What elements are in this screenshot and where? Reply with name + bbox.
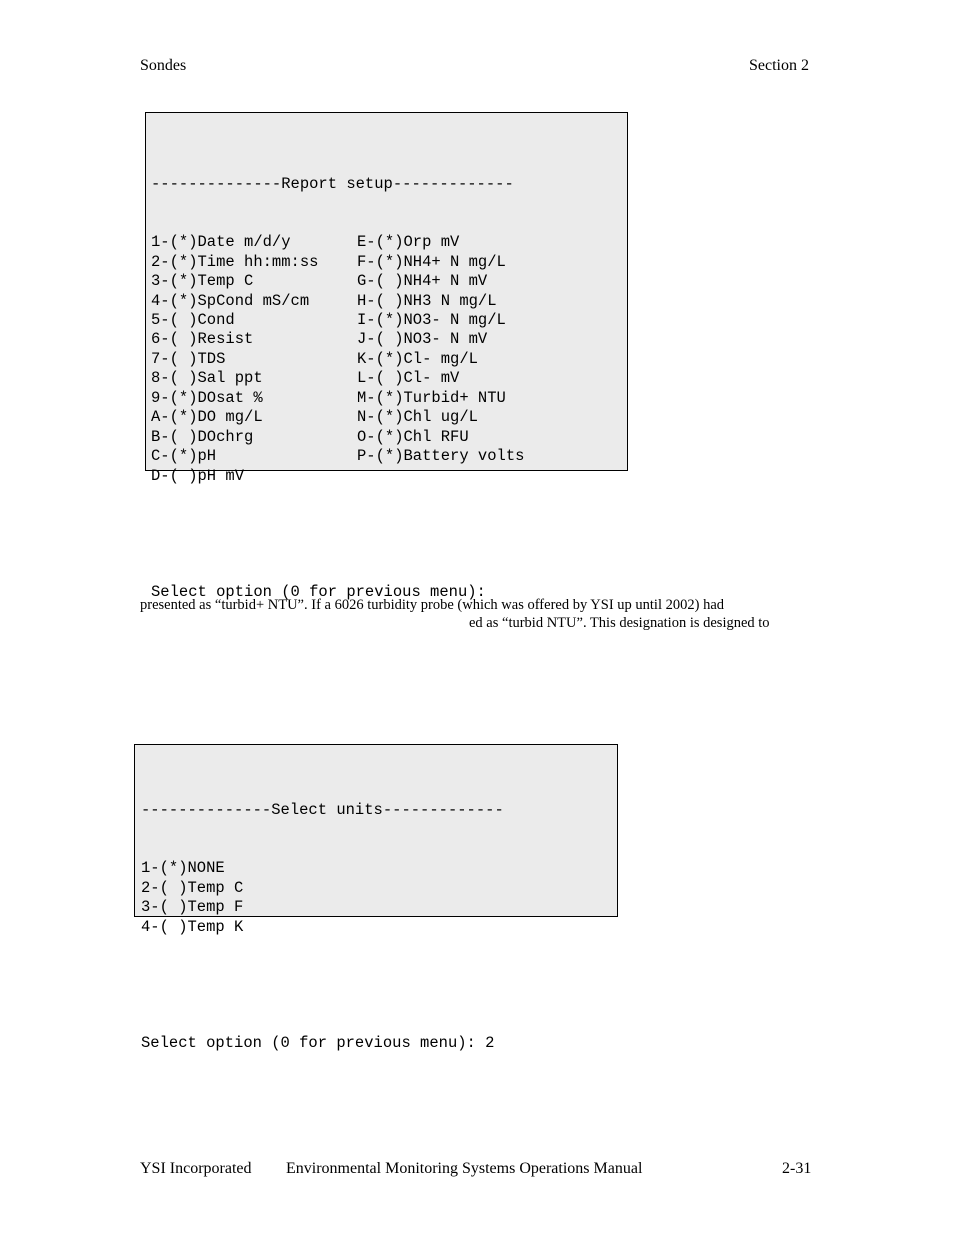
report-option-left: C-(*)pH bbox=[151, 447, 217, 466]
report-option-right: E-(*)Orp mV bbox=[357, 233, 460, 252]
report-option-right: H-( )NH3 N mg/L bbox=[357, 291, 497, 310]
report-setup-prompt: Select option (0 for previous menu): bbox=[151, 583, 486, 602]
report-option-row bbox=[151, 467, 627, 486]
report-option-left: 8-( )Sal ppt bbox=[151, 369, 263, 388]
report-option-row bbox=[151, 253, 627, 272]
select-units-title: --------------Select units------------- bbox=[141, 800, 504, 819]
paragraph-line-1: presented as “turbid+ NTU”. If a 6026 turbidity probe (which was offered by YSI up until 2002) had bbox=[140, 597, 725, 613]
spacer-line bbox=[141, 976, 617, 995]
report-option-row bbox=[151, 428, 627, 447]
report-option-left: D-( )pH mV bbox=[151, 466, 245, 485]
report-option-row bbox=[151, 330, 627, 349]
report-option-left: 7-( )TDS bbox=[151, 349, 226, 368]
spacer-line bbox=[151, 525, 627, 544]
report-option-right: P-(*)Battery volts bbox=[357, 447, 525, 466]
select-units-terminal bbox=[134, 744, 618, 1053]
report-setup-title: --------------Report setup------------- bbox=[151, 174, 514, 193]
report-option-right: O-(*)Chl RFU bbox=[357, 427, 469, 446]
units-option-row: 3-( )Temp F bbox=[141, 898, 244, 917]
report-option-right: L-( )Cl- mV bbox=[357, 369, 460, 388]
report-option-left: 5-( )Cond bbox=[151, 311, 235, 329]
report-option-row bbox=[151, 389, 627, 408]
units-option-row: 4-( )Temp K bbox=[141, 917, 244, 936]
report-option-left: 2-(*)Time hh:mm:ss bbox=[151, 252, 319, 271]
report-option-left: 4-(*)SpCond mS/cm bbox=[151, 291, 310, 310]
header-section-name: Sondes bbox=[140, 57, 187, 74]
paragraph-line-2: ed as “turbid NTU”. This designation is designed to bbox=[469, 615, 770, 631]
report-option-right: N-(*)Chl ug/L bbox=[357, 408, 478, 427]
header-section-number: Section 2 bbox=[749, 57, 809, 74]
report-option-row bbox=[151, 233, 627, 252]
report-option-left: 1-(*)Date m/d/y bbox=[151, 233, 291, 252]
select-units-options bbox=[141, 859, 617, 937]
report-setup-terminal bbox=[145, 112, 628, 602]
report-option-right: I-(*)NO3- N mg/L bbox=[357, 311, 506, 329]
report-option-row bbox=[151, 369, 627, 388]
report-option-right: K-(*)Cl- mg/L bbox=[357, 349, 478, 368]
report-option-right: M-(*)Turbid+ NTU bbox=[357, 388, 506, 407]
report-option-left: A-(*)DO mg/L bbox=[151, 408, 263, 427]
report-option-left: 3-(*)Temp C bbox=[151, 272, 254, 291]
report-option-row bbox=[151, 350, 627, 369]
footer-manual-title: Environmental Monitoring Systems Operations Manual bbox=[286, 1160, 643, 1177]
report-option-right: G-( )NH4+ N mV bbox=[357, 272, 488, 291]
report-option-left: B-( )DOchrg bbox=[151, 427, 254, 446]
report-option-right: F-(*)NH4+ N mg/L bbox=[357, 252, 506, 271]
report-setup-options bbox=[151, 233, 627, 486]
report-option-row bbox=[151, 292, 627, 311]
report-option-row bbox=[151, 408, 627, 427]
report-option-left: 6-( )Resist bbox=[151, 330, 254, 349]
report-option-row bbox=[151, 311, 627, 330]
footer-company: YSI Incorporated bbox=[140, 1160, 252, 1177]
report-option-right: J-( )NO3- N mV bbox=[357, 330, 488, 349]
report-option-row bbox=[151, 447, 627, 466]
report-option-left: 9-(*)DOsat % bbox=[151, 388, 263, 407]
units-option-row: 1-(*)NONE bbox=[141, 859, 225, 878]
footer-page-number: 2-31 bbox=[782, 1160, 812, 1177]
select-units-prompt: Select option (0 for previous menu): 2 bbox=[141, 1034, 495, 1053]
units-option-row: 2-( )Temp C bbox=[141, 878, 244, 897]
report-option-row bbox=[151, 272, 627, 291]
